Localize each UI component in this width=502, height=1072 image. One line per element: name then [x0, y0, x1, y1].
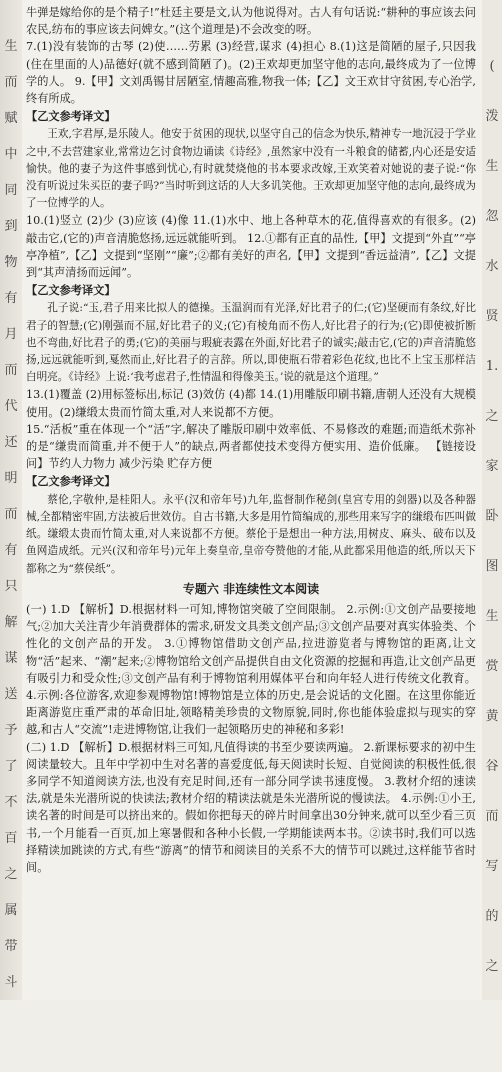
left-page-edge — [0, 0, 22, 1072]
margin-glyph: 谋 — [4, 651, 18, 666]
margin-glyph: 有 — [4, 291, 18, 306]
answer-page-body — [26, 4, 476, 876]
margin-glyph: 1. — [485, 359, 499, 374]
margin-glyph: 之 — [485, 959, 499, 974]
margin-glyph: 明 — [4, 471, 18, 486]
answer-line: (一) 1.D 【解析】D.根据材料一可知,博物馆突破了空间限制。 2.示例:①文创产品要接地气;②加大关注青少年消费群体的需求,研发文具类文创产品;③文创产品要对真实体验类、个性化的文创产品的开发。 3.①博物馆借助文创产品,拉进游览者与博物馆的距离,让文物“活”起来、“潮”起来;②博物馆给文创产品提供自由文化资源的挖掘和再造,让文创产品更有吸引力和受众性;③文创产品有利于博物馆利用媒体平台和向年轻人进行传统文化教育。 4.示例:各位游客,欢迎参观博物馆!博物馆是立体的历史,是会说话的文化圈。在这里你能近距离游览庄重严肃的革命旧址,领略精美珍贵的文物原貌,同时,你也能体验虚拟与现实的穿越,和古人“交流”!走进博物馆,让我们一起领略历史的神秘和多彩! — [26, 602, 476, 737]
margin-glyph: 之 — [485, 409, 499, 424]
margin-glyph: 属 — [4, 903, 18, 918]
page-footer-blank — [0, 1000, 502, 1072]
margin-glyph: 谷 — [485, 759, 499, 774]
margin-glyph: 写 — [485, 859, 499, 874]
margin-glyph: 了 — [4, 759, 18, 774]
right-page-edge — [482, 0, 502, 1072]
margin-glyph: 卧 — [485, 509, 499, 524]
margin-glyph: 之 — [4, 867, 18, 882]
translation-heading: 【乙文参考译文】 — [26, 284, 116, 298]
margin-glyph: 送 — [4, 687, 18, 702]
margin-glyph: 到 — [4, 219, 18, 234]
margin-glyph: 忽 — [485, 209, 499, 224]
answer-line: 15.“活板”重在体现一个“活”字,解决了雕版印刷中效率低、不易修改的难题;而造纸术弥补的是“缣贵而简重,并不便于人”的缺点,两者都使技术变得方便实用、造价低廉。 【链接设问】节约人力物力 减少污染 贮存方便 — [26, 422, 476, 471]
margin-glyph: 百 — [4, 831, 18, 846]
margin-glyph: 贤 — [485, 309, 499, 324]
margin-glyph: 泼 — [485, 109, 499, 124]
margin-glyph: 解 — [4, 615, 18, 630]
translation-heading: 【乙文参考译文】 — [26, 110, 116, 124]
translation-heading: 【乙文参考译文】 — [26, 475, 116, 489]
margin-glyph: 赏 — [485, 659, 499, 674]
margin-glyph: 赋 — [4, 111, 18, 126]
answer-line: (二) 1.D 【解析】D.根据材料三可知,凡值得读的书至少要读两遍。 2.新课标要求的初中生阅读量较大。且年中学初中生对名著的喜爱度低,每天阅读时长短、自觉阅读的积极性低,很多同学不知道阅读方法,也没有充足时间,还有一部分同学读书速度慢。 3.教材介绍的速读法,就是朱光潜所说的快读法;教材介绍的精读法就是朱光潜所说的慢读法。 4.示例:①小王,读名著的时间是可以挤出来的。假如你把每天的碎片时间拿出30分钟来,就可以至少看三页书,一个月能看一百页,加上寒暑假和各种小长假,一学期能读两本书。②读书时,我们可以选择精读加跳读的方式,有些“游离”的情节和阅读目的关系不大的情节可以跳过,这样能节省时间。 — [26, 740, 476, 874]
margin-glyph: 中 — [4, 147, 18, 162]
margin-glyph: 带 — [4, 939, 18, 954]
margin-glyph: 有 — [4, 543, 18, 558]
answer-line: 10.(1)竖立 (2)少 (3)应该 (4)像 11.(1)水中、地上各种草木的花,值得喜欢的有很多。(2)敲击它,(它的)声音清脆悠扬,远远就能听到。 12.①都有正直的品性,【甲】文提到“外直”“亭亭净植”,【乙】文提到“坚刚”“廉”;②都有美好的声名,【甲】文提到“香远益清”,【乙】文提到“其声清扬而远闻”。 — [26, 214, 476, 280]
margin-glyph: 而 — [4, 507, 18, 522]
margin-glyph: 图 — [485, 559, 499, 574]
margin-glyph: 生 — [4, 39, 18, 54]
margin-glyph: 黄 — [485, 709, 499, 724]
margin-glyph: 只 — [4, 579, 18, 594]
margin-glyph: 月 — [4, 327, 18, 342]
translation-text: 蔡伦,字敬仲,是桂阳人。永平(汉和帝年号)九年,监督制作秘剑(皇宫专用的剑器)以及各种器械,全都精密牢固,方法被后世效仿。自古书籍,大多是用竹简编成的,那些用来写字的缣缎布匹叫做纸。缣缎太贵而竹简太重,对人来说都不方便。蔡伦于是想出一种方法,用树皮、麻头、破布以及鱼网造成纸。元兴(汉和帝年号)元年上奏皇帝,皇帝夸赞他的才能,从此都采用他造的纸,所以天下都称之为“蔡侯纸”。 — [26, 493, 476, 575]
answer-line: 7.(1)没有装饰的古琴 (2)使……劳累 (3)经营,谋求 (4)担心 8.(1)这是简陋的屋子,只因我(住在里面的人)品德好(就不感到简陋了)。(2)王欢却更加坚守他的志向,最终成为了一位博学的人。 9.【甲】文刘禹锡甘居陋室,情趣高雅,物我一体;【乙】文王欢甘守贫困,专心治学,终有所成。 — [26, 40, 476, 106]
margin-glyph: 而 — [4, 363, 18, 378]
margin-glyph: 物 — [4, 255, 18, 270]
margin-glyph: 同 — [4, 183, 18, 198]
margin-glyph: 还 — [4, 435, 18, 450]
margin-glyph: 的 — [485, 909, 499, 924]
margin-glyph: 而 — [485, 809, 499, 824]
margin-glyph: 代 — [4, 399, 18, 414]
translation-text: 王欢,字君厚,是乐陵人。他安于贫困的现状,以坚守自己的信念为快乐,精神专一地沉浸于学业之中,不去营建家业,常常边乞讨食物边诵读《诗经》,虽然家中没有一斗粮食的储蓄,内心还是安适愉快。他的妻子为这件事感到忧心,有时就焚烧他的书本要求改嫁,王欢笑着对她说的妻子说:“你没有听说过朱买臣的妻子吗?”当时听到这话的人大多讥笑他。王欢却更加坚守他的志向,最终成为了一位博学的人。 — [26, 128, 476, 210]
margin-glyph: 予 — [4, 723, 18, 738]
answer-line: 牛弹是嫁给你的是个精子!”杜廷主要是文,认为他说得对。古人有句话说:“耕种的事应该去问农民,纺布的事应该去问婢女。”(这个道理是)不会改变的呀。 — [26, 6, 476, 37]
margin-glyph: 不 — [4, 795, 18, 810]
margin-glyph: 而 — [4, 75, 18, 90]
margin-glyph: 斗 — [4, 975, 18, 990]
section-title: 专题六 非连续性文本阅读 — [182, 581, 320, 596]
margin-glyph: 生 — [485, 609, 499, 624]
margin-glyph: ( — [489, 59, 495, 74]
margin-glyph: 家 — [485, 459, 499, 474]
margin-glyph: 生 — [485, 159, 499, 174]
answer-line: 13.(1)覆盖 (2)用标签标出,标记 (3)效仿 (4)都 14.(1)用雕版印刷书籍,唐朝人还没有大规模使用。(2)缣缎太贵而竹简太重,对人来说都不方便。 — [26, 388, 476, 419]
margin-glyph: 水 — [485, 259, 499, 274]
translation-text: 孔子说:“玉,君子用来比拟人的德操。玉温润而有光泽,好比君子的仁;(它)坚硬而有条纹,好比君子的智慧;(它)刚强而不屈,好比君子的义;(它)有棱角而不伤人,好比君子的行为;(它)即使被折断也不弯曲,好比君子的勇;(它)的美丽与瑕疵表露在外面,好比君子的诚实;敲击它,(它的)声音清脆悠扬,远远就能听到,戛然而止,好比君子的言辞。所以,即使瓶石带着彩色花纹,也比不上宝玉那样洁白明亮。《诗经》上说:‘我考虑君子,性情温和得像美玉。’说的就是这个道理。” — [26, 302, 476, 384]
